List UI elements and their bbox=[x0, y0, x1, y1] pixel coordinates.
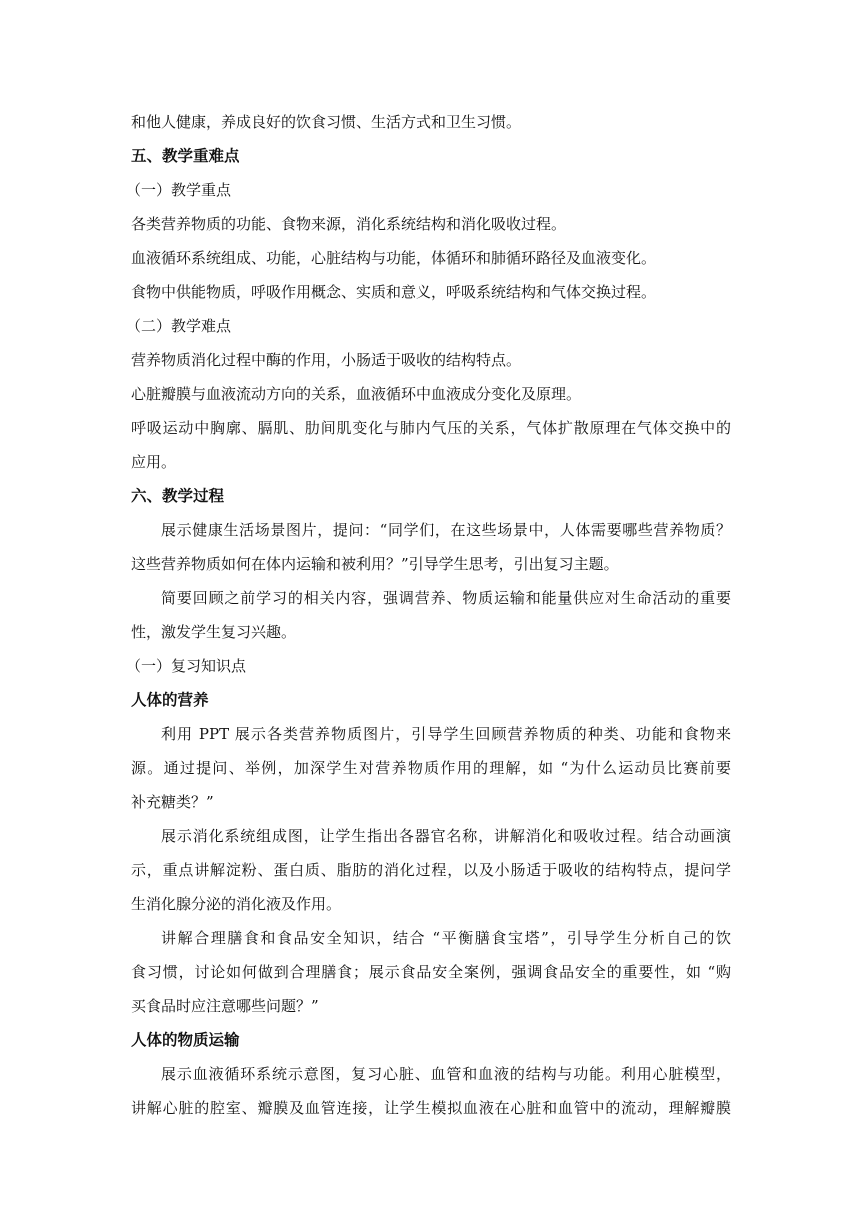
list-item: 呼吸运动中胸廓、膈肌、肋间肌变化与肺内气压的关系，气体扩散原理在气体交换中的 bbox=[131, 419, 731, 437]
paragraph-line: 简要回顾之前学习的相关内容，强调营养、物质运输和能量供应对生命活动的重要 bbox=[161, 589, 731, 607]
paragraph-line: 讲解心脏的腔室、瓣膜及血管连接，让学生模拟血液在心脏和血管中的流动，理解瓣膜 bbox=[131, 1099, 731, 1117]
list-item: 食物中供能物质，呼吸作用概念、实质和意义，呼吸系统结构和气体交换过程。 bbox=[131, 283, 657, 301]
paragraph-line: 示，重点讲解淀粉、蛋白质、脂肪的消化过程，以及小肠适于吸收的结构特点，提问学 bbox=[131, 861, 731, 879]
paragraph-line: 利用 PPT 展示各类营养物质图片，引导学生回顾营养物质的种类、功能和食物来 bbox=[161, 725, 731, 743]
paragraph-line: 生消化腺分泌的消化液及作用。 bbox=[131, 895, 342, 913]
list-item-continuation: 应用。 bbox=[131, 453, 177, 471]
paragraph-line: 买食品时应注意哪些问题？” bbox=[131, 997, 319, 1015]
paragraph-line: 展示血液循环系统示意图，复习心脏、血管和血液的结构与功能。利用心脏模型， bbox=[161, 1065, 731, 1083]
list-item: 心脏瓣膜与血液流动方向的关系，血液循环中血液成分变化及原理。 bbox=[131, 385, 582, 403]
paragraph-line: 性，激发学生复习兴趣。 bbox=[131, 623, 297, 641]
topic-heading-transport: 人体的物质运输 bbox=[131, 1031, 240, 1049]
paragraph-line: 和他人健康，养成良好的饮食习惯、生活方式和卫生习惯。 bbox=[131, 113, 522, 131]
list-item: 各类营养物质的功能、食物来源，消化系统结构和消化吸收过程。 bbox=[131, 215, 567, 233]
paragraph-line: 讲解合理膳食和食品安全知识，结合 “平衡膳食宝塔”，引导学生分析自己的饮 bbox=[161, 929, 731, 947]
paragraph-line: 补充糖类？” bbox=[131, 793, 214, 811]
subheading-review: （一）复习知识点 bbox=[126, 657, 247, 675]
subheading-key-points: （一）教学重点 bbox=[126, 181, 232, 199]
list-item: 血液循环系统组成、功能，心脏结构与功能，体循环和肺循环路径及血液变化。 bbox=[131, 249, 657, 267]
section-heading-5: 五、教学重难点 bbox=[131, 147, 240, 165]
paragraph-line: 这些营养物质如何在体内运输和被利用？”引导学生思考，引出复习主题。 bbox=[131, 555, 619, 573]
topic-heading-nutrition: 人体的营养 bbox=[131, 691, 209, 709]
paragraph-line: 展示健康生活场景图片，提问：“同学们，在这些场景中，人体需要哪些营养物质？ bbox=[161, 521, 731, 539]
paragraph-line: 食习惯，讨论如何做到合理膳食；展示食品安全案例，强调食品安全的重要性，如 “购 bbox=[131, 963, 731, 981]
list-item: 营养物质消化过程中酶的作用，小肠适于吸收的结构特点。 bbox=[131, 351, 522, 369]
section-heading-6: 六、教学过程 bbox=[131, 487, 225, 505]
subheading-difficult-points: （二）教学难点 bbox=[126, 317, 232, 335]
paragraph-line: 展示消化系统组成图，让学生指出各器官名称，讲解消化和吸收过程。结合动画演 bbox=[161, 827, 731, 845]
paragraph-line: 源。通过提问、举例，加深学生对营养物质作用的理解，如 “为什么运动员比赛前要 bbox=[131, 759, 731, 777]
